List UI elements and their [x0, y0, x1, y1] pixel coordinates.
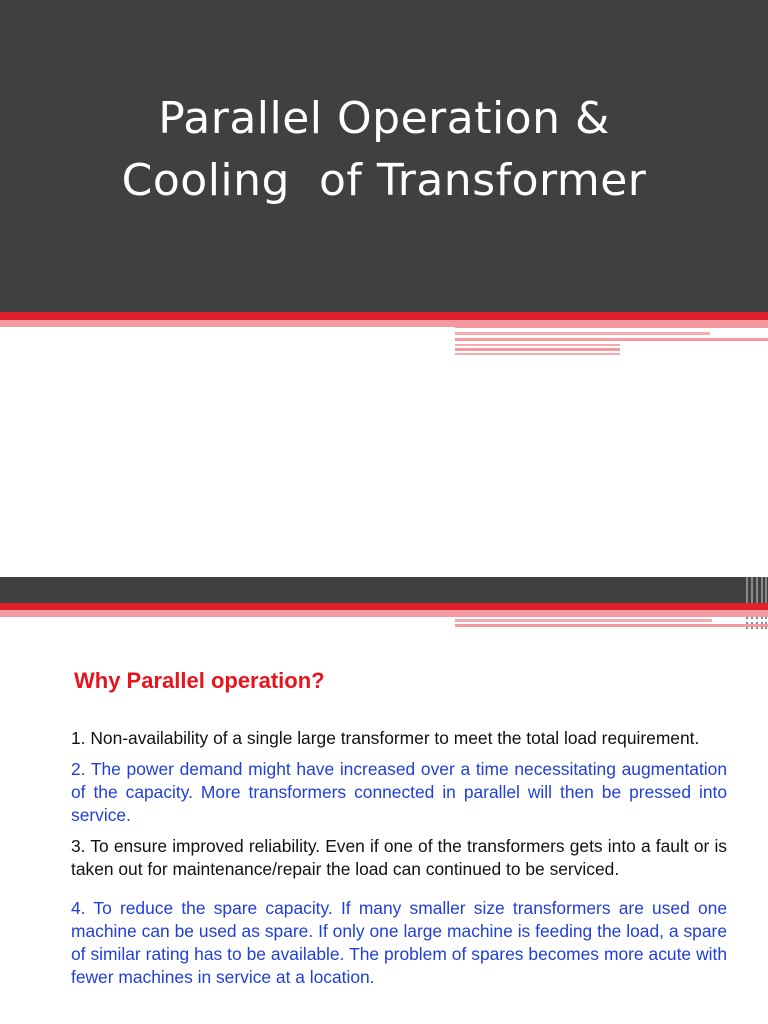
- list-item: 1. Non-availability of a single large transformer to meet the total load requirement.: [71, 728, 700, 748]
- accent-gap-stripe: [620, 344, 768, 346]
- accent-red-band: [0, 603, 768, 610]
- accent-thin-stripe: [455, 348, 620, 351]
- accent-thin-stripe: [455, 338, 768, 341]
- accent-pink-band: [0, 610, 768, 617]
- reasons-list: [71, 727, 727, 989]
- accent-thin-stripe: [455, 353, 620, 355]
- section-heading: Why Parallel operation?: [74, 668, 325, 693]
- list-item: 4. To reduce the spare capacity. If many smaller size transformers are used one machine can be used as spare. If only one large machine is feeding the load, a spare of similar rating has to be available. The problem of spares becomes more acute with fewer machines in service at a location.: [71, 898, 727, 987]
- accent-red-band: [0, 312, 768, 320]
- content-slide-header: [0, 577, 768, 603]
- title-line-2: Cooling of Transformer: [121, 155, 647, 206]
- list-item: 2. The power demand might have increased over a time necessitating augmentation of the capacity. More transformers connected in parallel will then be pressed into service.: [71, 759, 727, 825]
- accent-thin-stripe: [455, 624, 768, 627]
- accent-gap-stripe: [712, 619, 768, 622]
- list-item: 3. To ensure improved reliability. Even if one of the transformers gets into a fault or is taken out for maintenance/repair the load can continued to be serviced.: [71, 836, 727, 879]
- accent-thin-stripe: [455, 332, 710, 335]
- title-slide-title: [0, 88, 768, 212]
- accent-pink-band-right: [455, 320, 768, 328]
- accent-pink-band: [0, 320, 455, 327]
- title-line-1: Parallel Operation &: [158, 93, 610, 144]
